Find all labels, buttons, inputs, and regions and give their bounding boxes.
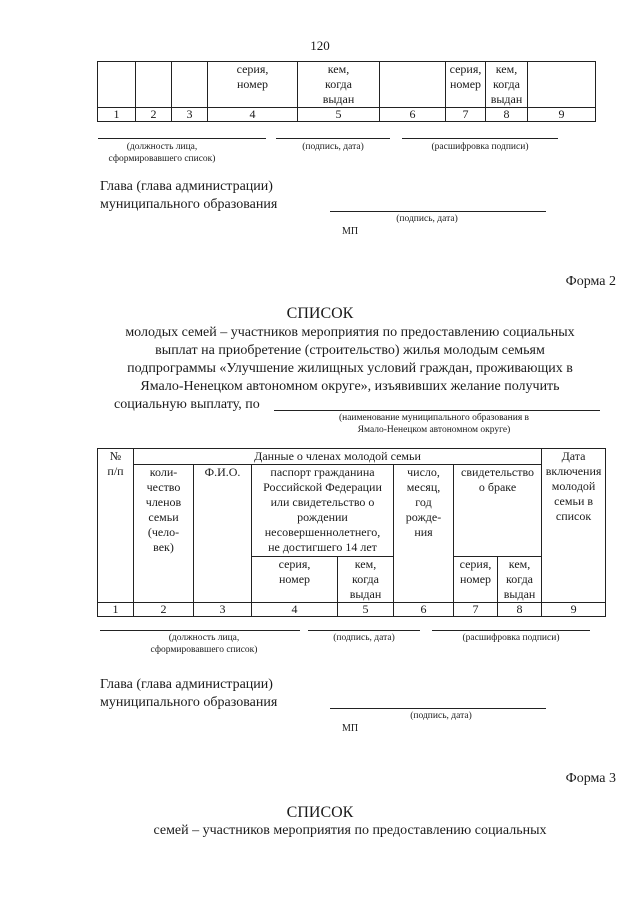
marriage-series-header: серия, номер <box>454 557 498 603</box>
head-signature-line <box>330 211 546 212</box>
stamp-place: МП <box>342 723 359 734</box>
members-count-header: коли- чество членов семьи (чело- век) <box>134 465 194 603</box>
signature-line <box>276 138 390 139</box>
column-number: 7 <box>454 603 498 617</box>
head-signature-line <box>330 708 546 709</box>
head-signature-caption: (подпись, дата) <box>396 214 458 224</box>
column-number: 2 <box>134 603 194 617</box>
column-number: 2 <box>136 108 172 122</box>
stamp-place: МП <box>342 226 359 237</box>
municipality-name-line <box>274 410 600 411</box>
column-number: 7 <box>446 108 486 122</box>
column-number: 3 <box>194 603 252 617</box>
column-number: 6 <box>394 603 454 617</box>
signature-caption: (подпись, дата) <box>302 142 364 152</box>
column-number: 4 <box>252 603 338 617</box>
head-of-municipality-label: Глава (глава администрации) муниципального образования <box>100 179 278 212</box>
position-caption: (должность лица, сформировавшего список) <box>108 142 216 164</box>
column-number: 9 <box>528 108 596 122</box>
position-caption: (должность лица, сформировавшего список) <box>150 633 258 655</box>
top-table <box>97 61 596 122</box>
form-3-subtitle-line: семей – участников мероприятия по предоставлению социальных <box>153 823 547 838</box>
top-issued-by-cell-2: кем, когда выдан <box>486 62 528 108</box>
column-number: 8 <box>498 603 542 617</box>
decoding-caption: (расшифровка подписи) <box>462 633 560 643</box>
passport-series-header: серия, номер <box>252 557 338 603</box>
decoding-signature-line <box>402 138 558 139</box>
form-2-subtitle-last: социальную выплату, по <box>114 397 260 412</box>
position-signature-line <box>98 138 266 139</box>
position-signature-line <box>100 630 300 631</box>
full-name-header: Ф.И.О. <box>194 465 252 603</box>
form-2-subtitle-line: подпрограммы «Улучшение жилищных условий граждан, проживающих в <box>127 361 573 376</box>
column-number: 6 <box>380 108 446 122</box>
form-2-title: СПИСОК <box>286 305 354 322</box>
column-number: 3 <box>172 108 208 122</box>
decoding-caption: (расшифровка подписи) <box>431 142 529 152</box>
decoding-signature-line <box>432 630 590 631</box>
signature-caption: (подпись, дата) <box>333 633 395 643</box>
top-series-number-cell: серия, номер <box>208 62 298 108</box>
passport-header: паспорт гражданина Российской Федерации или свидетельство о рождении несовершеннолетнего, не достигшего 14 лет <box>252 465 394 557</box>
passport-issued-header: кем, когда выдан <box>338 557 394 603</box>
marriage-issued-header: кем, когда выдан <box>498 557 542 603</box>
form-2-label: Форма 2 <box>565 274 616 289</box>
top-issued-by-cell: кем, когда выдан <box>298 62 380 108</box>
marriage-certificate-header: свидетельство о браке <box>454 465 542 557</box>
column-number: 1 <box>98 108 136 122</box>
column-number: 5 <box>298 108 380 122</box>
page-number: 120 <box>310 38 330 53</box>
signature-line <box>308 630 420 631</box>
birth-date-header: число, месяц, год рожде- ния <box>394 465 454 603</box>
form-3-title: СПИСОК <box>286 804 354 821</box>
municipality-caption: (наименование муниципального образования в Ямало-Ненецком автономном округе) <box>338 413 530 435</box>
form-2-subtitle-line: выплат на приобретение (строительство) жилья молодым семьям <box>155 343 545 358</box>
head-of-municipality-label: Глава (глава администрации) муниципального образования <box>100 677 278 710</box>
form-2-subtitle-line: молодых семей – участников мероприятия по предоставлению социальных <box>125 325 575 340</box>
column-number: 5 <box>338 603 394 617</box>
top-series-number-cell-2: серия, номер <box>446 62 486 108</box>
inclusion-date-header: Дата включения молодой семьи в список <box>542 449 606 603</box>
column-number: 1 <box>98 603 134 617</box>
form-3-label: Форма 3 <box>565 771 616 786</box>
column-number: 8 <box>486 108 528 122</box>
form-2-table <box>97 448 606 617</box>
column-number: 9 <box>542 603 606 617</box>
column-number: 4 <box>208 108 298 122</box>
col-number-header: № п/п <box>98 449 134 603</box>
form-2-subtitle-line: Ямало-Ненецком автономном округе», изъявивших желание получить <box>140 379 560 394</box>
family-data-header: Данные о членах молодой семьи <box>134 449 542 465</box>
head-signature-caption: (подпись, дата) <box>410 711 472 721</box>
